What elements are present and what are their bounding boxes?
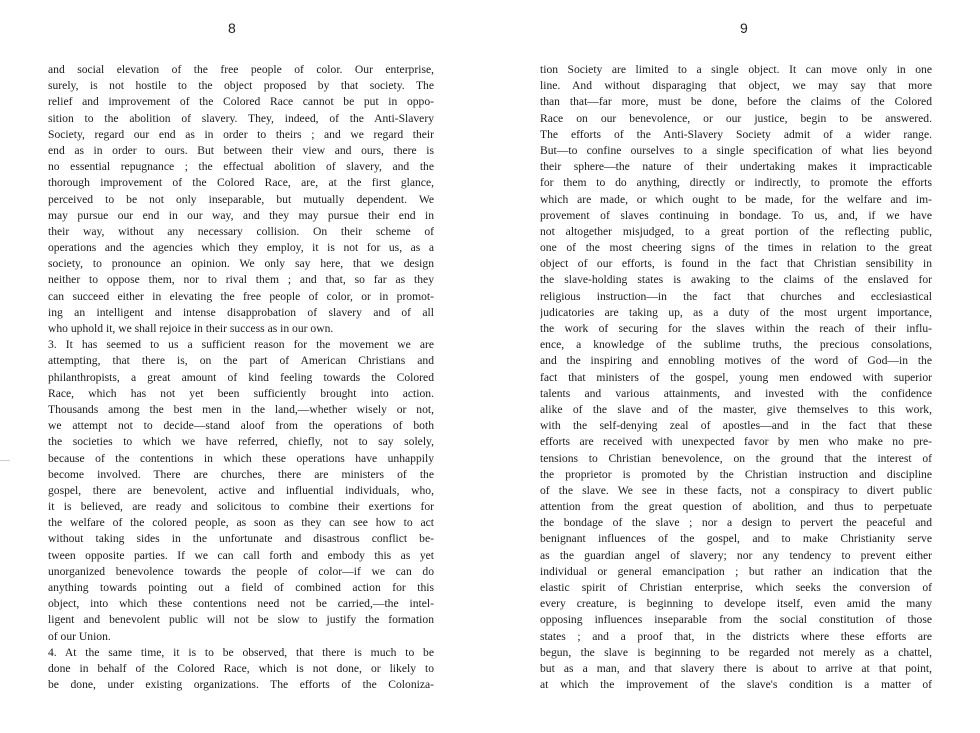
text-line: we attempt not to decide—stand aloof from the operations of both [48,419,434,433]
page-text [540,62,932,693]
text-line: alike of the slave and of the master, give themselves to this work, [540,402,932,416]
text-line: their way, without any necessary collision. On their scheme of [48,224,434,238]
page-number: 9 [740,20,748,36]
text-line: But—to confine ourselves to a single specification of what lies beyond [540,143,932,157]
text-line: without taking sides in the unfortunate and disastrous conflict be- [48,532,434,546]
scan-mark [0,460,10,461]
text-line: ing an intelligent and intense disapprobation of slavery and of all [48,305,434,319]
text-line: every creature, is beginning to develope itself, even amid the many [540,597,932,611]
text-line: provement of slaves continuing in bondage. To us, and, if we have [540,208,932,222]
text-line: for them to do anything, directly or indirectly, to promote the efforts [540,176,932,190]
text-line: attempting, that there is, on the part of American Christians and [48,354,434,368]
text-line: done in behalf of the Colored Race, which is not done, or likely to [48,661,434,675]
text-line: 4. At the same time, it is to be observed, that there is much to be [48,645,434,659]
text-line: religious instruction—in the fact that churches and ecclesiastical [540,289,932,303]
text-line: end as in order to ours. But between their view and ours, there is [48,143,434,157]
text-line: fact that ministers of the gospel, young men endowed with superior [540,370,932,384]
text-line: but as a man, and that slavery there is about to arrive at that point, [540,661,932,675]
text-line: attention from the great question of abolition, and thus to perpetuate [540,500,932,514]
text-line: philanthropists, a great amount of kind feeling towards the Colored [48,370,434,384]
text-line: and the inspiring and ennobling motives of the word of God—in the [540,354,932,368]
text-line: surely, is not hostile to the object proposed by that society. The [48,79,434,93]
text-line: the welfare of the colored people, as soon as they can see how to act [48,516,434,530]
text-line: Society, regard our end as in order to theirs ; and we regard their [48,127,434,141]
text-line: no essential repugnance ; the effectual abolition of slavery, and the [48,160,434,174]
text-line: unorganized benevolence towards the people of color—if we can do [48,564,434,578]
text-line: tion Society are limited to a single object. It can move only in one [540,63,932,76]
text-line: who uphold it, we shall rejoice in their success as in our own. [48,322,334,335]
right-page [490,0,980,733]
text-line: Thousands among the best men in the land,—whether wisely or not, [48,402,434,416]
text-line: talents and various attainments, and invested with the confidence [540,386,932,400]
text-line: opposing influences inseparable from the social constitution of those [540,613,932,627]
text-line: not altogether misjudged, to a great portion of the reflecting public, [540,224,932,238]
text-line: their sphere—the nature of their undertaking makes it impracticable [540,160,932,174]
text-line: anything towards pointing out a field of combined action for this [48,581,434,594]
text-line: the work of securing for the slaves within the reach of their influ- [540,322,932,335]
text-line: elastic spirit of Christian enterprise, which seeks the conversion of [540,581,932,594]
text-line: become involved. There are churches, there are ministers of the [48,467,434,481]
text-line: line. And without disparaging that object, we may say that more [540,79,932,93]
text-line: Race, which has not yet been sufficiently brought into action. [48,386,434,400]
text-line: efforts are received with unexpected favor by men who make no pre- [540,435,932,449]
text-line: tween opposite parties. If we can call forth and embody this as yet [48,548,434,562]
text-line: begun, the slave is beginning to be regarded not merely as a chattel, [540,645,932,659]
text-line: with the self-denying zeal of apostles—and in the fact that these [540,419,932,433]
text-line: 3. It has seemed to us a sufficient reason for the movement we are [48,338,434,352]
text-line: than that—far more, must be done, before the claims of the Colored [540,95,932,109]
text-line: tensions to Christian benevolence, on the ground that the interest of [540,451,932,465]
text-line: at which the improvement of the slave's condition is a matter of [540,678,932,692]
text-line: the bondage of the slave ; nor a design to pervert the peaceful and [540,516,932,530]
text-line: which are made, or which ought to be made, for the welfare and im- [540,192,932,206]
text-line: of the slave. We see in these facts, not a conspiracy to divert public [540,483,932,497]
text-line: and social elevation of the free people of color. Our enterprise, [48,63,434,76]
page-text [48,62,434,693]
text-line: object of our efforts, is found in the fact that Christian sensibility in [540,257,932,271]
text-line: benignant influences of the gospel, and to make Christianity serve [540,532,932,546]
text-line: The efforts of the Anti-Slavery Society admit of a wider range. [540,127,932,141]
text-line: states ; and a proof that, in the districts where these efforts are [540,629,932,643]
text-line: individual or general emancipation ; but rather an indication that the [540,564,932,578]
page-number: 8 [228,20,236,36]
text-line: the proprietor is promoted by the Christian instruction and discipline [540,467,932,481]
text-line: the slave-holding states is awaking to the claims of the enslaved for [540,273,932,287]
text-line: Race on our benevolence, or our justice, begin to be answered. [540,111,932,125]
text-line: perceived to be not only inseparable, but mutually dependent. We [48,192,434,206]
text-line: because of the contentions in which these operations have unhappily [48,451,434,465]
text-line: judicatories are taking up, as a duty of the most urgent importance, [540,305,932,319]
text-line: ence, a knowledge of the sublime truths, the precious consolations, [540,338,932,352]
text-line: object, into which these contentions need not be carried,—the intel- [48,597,434,611]
text-line: operations and the agencies which they employ, it is not for us, as a [48,241,434,255]
text-line: neither to oppose them, nor to rival them ; and that, so far as they [48,273,434,287]
text-line: gospel, there are benevolent, active and influential individuals, who, [48,483,434,497]
text-line: the societies to which we have referred, chiefly, not to say solely, [48,435,434,449]
text-line: ligent and benevolent public will not be slow to justify the formation [48,613,434,627]
text-line: one of the most cheering signs of the times in relation to the great [540,241,932,255]
text-line: sition to the abolition of slavery. They, indeed, of the Anti-Slavery [48,111,434,125]
text-line: society, to pronounce an opinion. We only say here, that we design [48,257,434,271]
text-line: relief and improvement of the Colored Race cannot be put in oppo- [48,95,434,109]
text-line: it is believed, are ready and solicitous to combine their exertions for [48,500,434,514]
text-line: can succeed either in elevating the free people of color, or in promot- [48,289,434,303]
text-line: as the guardian angel of slavery; nor any tendency to prevent either [540,548,932,562]
text-line: thorough improvement of the Colored Race, are, at the first glance, [48,176,434,190]
text-line: be done, under existing organizations. The efforts of the Coloniza- [48,678,434,692]
text-line: of our Union. [48,629,111,643]
text-line: may pursue our end in our way, and they may pursue their end in [48,208,434,222]
